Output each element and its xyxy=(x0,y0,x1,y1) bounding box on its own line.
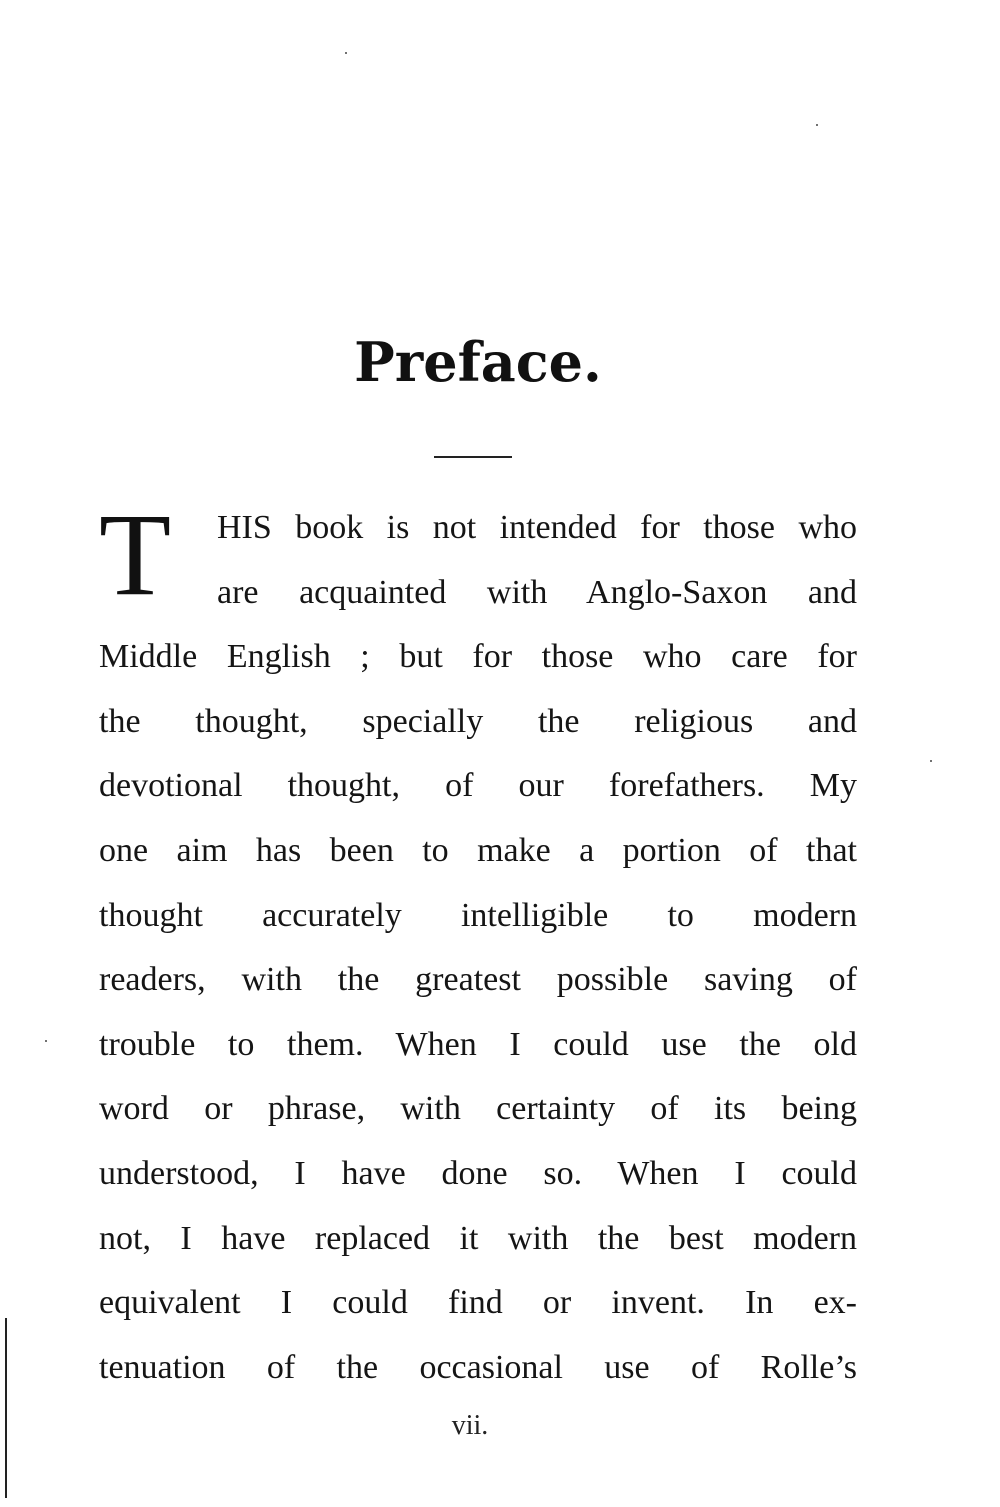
text-line: the thought, specially the religious and xyxy=(99,702,857,740)
text-line: equivalent I could find or invent. In ex- xyxy=(99,1284,857,1322)
scan-speck xyxy=(816,124,818,126)
page-number: vii. xyxy=(451,1410,489,1441)
text-line: one aim has been to make a portion of that xyxy=(99,831,857,869)
page-title: Preface. xyxy=(354,330,602,394)
scan-speck xyxy=(345,52,347,54)
text-line: are acquainted with Anglo-Saxon and xyxy=(217,573,857,611)
text-line: not, I have replaced it with the best modern xyxy=(99,1219,857,1257)
text-line: HIS book is not intended for those who xyxy=(217,509,857,546)
text-line: devotional thought, of our forefathers. My xyxy=(99,767,857,805)
text-line: tenuation of the occasional use of Rolle’s xyxy=(99,1348,857,1386)
text-line: thought accurately intelligible to modern xyxy=(99,896,857,934)
preface-body xyxy=(99,489,857,1400)
scan-speck xyxy=(45,1040,47,1042)
text-line: word or phrase, with certainty of its being xyxy=(99,1090,857,1128)
title-rule xyxy=(434,456,512,458)
scan-edge-line xyxy=(5,1318,7,1498)
text-line: understood, I have done so. When I could xyxy=(99,1154,857,1192)
scan-speck xyxy=(930,760,932,762)
drop-cap: T xyxy=(99,489,172,620)
text-line: trouble to them. When I could use the old xyxy=(99,1025,857,1063)
text-line: Middle English ; but for those who care for xyxy=(99,638,857,676)
text-line: readers, with the greatest possible saving of xyxy=(99,961,857,999)
